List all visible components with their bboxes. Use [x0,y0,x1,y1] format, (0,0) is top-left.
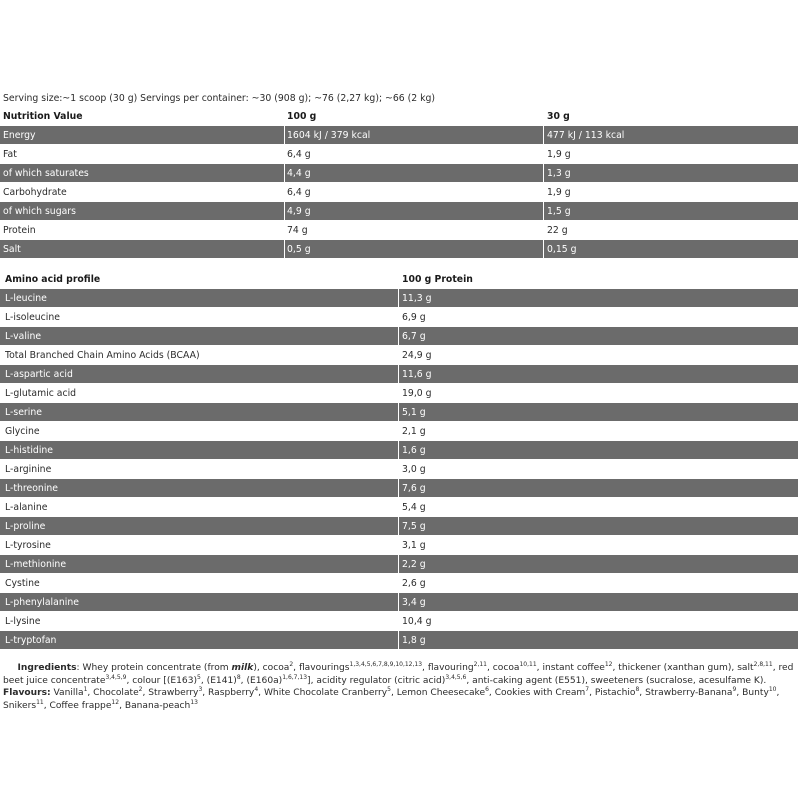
ingredients-part: , colour [(E163) [126,675,198,686]
footnote-ref: 4 [254,685,259,693]
amino-row [0,365,798,384]
amino-cell-name: L-valine [5,330,42,342]
footnote-ref: 2,11 [473,660,487,668]
column-divider [543,221,544,239]
amino-cell-value: 6,9 g [402,311,426,323]
footnote-ref: 2 [289,660,294,668]
ingredients-part: , cocoa [486,663,520,673]
column-divider [543,126,544,144]
amino-row [0,460,798,479]
footnote-ref: 11 [36,698,44,706]
footnote-ref: 9 [732,685,737,693]
amino-cell-name: L-leucine [5,292,47,304]
column-divider [398,460,399,478]
footnote-ref: 8 [635,685,640,693]
amino-cell-name: Cystine [5,577,40,589]
footnote-ref: 12 [604,660,613,668]
amino-cell-value: 24,9 g [402,349,432,361]
column-divider [543,202,544,220]
ingredients-part: ), cocoa [253,663,290,673]
column-divider [398,308,399,326]
footnote-ref: 3 [198,685,203,693]
flavour-item: , Cookies with Cream [488,688,586,698]
nutrition-cell-30g: 1,9 g [547,186,571,198]
amino-row [0,536,798,555]
amino-cell-value: 19,0 g [402,387,432,399]
footnote-ref: 5 [197,673,201,681]
column-divider [398,536,399,554]
column-divider [398,403,399,421]
amino-header-value: 100 g Protein [402,273,473,285]
column-divider [284,221,285,239]
nutrition-cell-name: Salt [3,243,21,255]
nutrition-cell-30g: 1,9 g [547,148,571,160]
amino-cell-value: 7,6 g [402,482,426,494]
amino-row [0,612,798,631]
footnote-ref: 8 [236,673,241,681]
footnote-ref: 5 [387,685,391,693]
column-divider [398,612,399,630]
footnote-ref: 6 [485,685,489,693]
column-divider [398,346,399,364]
ingredients-part: , flavouring [422,663,474,673]
column-divider [398,498,399,516]
ingredients-part: , (E160a) [240,675,283,686]
column-divider [284,164,285,182]
nutrition-row [0,126,798,145]
ingredients-part: , (E141) [200,675,237,686]
footnote-ref: 2,8,11 [753,660,773,668]
ingredients-part: ], acidity regulator (citric acid) [307,675,446,686]
nutrition-cell-name: of which saturates [3,167,89,179]
flavour-item: , Raspberry [202,688,255,698]
flavour-item: , Banana-peach [119,700,191,711]
column-divider [398,441,399,459]
footnote-ref: 7 [585,685,590,693]
footnote-ref: 1 [83,685,88,693]
flavour-item: , Strawberry [142,688,199,698]
serving-info: Serving size:~1 scoop (30 g) Servings per container: ~30 (908 g); ~76 (2,27 kg); ~66 (2 kg) [3,93,436,104]
amino-cell-name: L-arginine [5,463,52,475]
amino-cell-name: L-phenylalanine [5,596,79,608]
column-divider [398,289,399,307]
nutrition-row [0,221,798,240]
footnote-ref: 13 [190,698,198,706]
amino-cell-name: L-alanine [5,501,48,513]
footnote-ref: 10,11 [519,660,537,668]
footnote-ref: 10 [768,685,777,693]
nutrition-header-30g: 30 g [547,110,570,122]
footnote-ref: 12 [111,698,120,706]
amino-row [0,555,798,574]
flavour-item: , Coffee frappe [43,700,112,711]
flavours-label: Flavours: [3,688,51,698]
amino-cell-name: L-serine [5,406,42,418]
nutrition-header-row [0,107,798,126]
amino-cell-value: 3,0 g [402,463,426,475]
amino-cell-value: 2,2 g [402,558,426,570]
column-divider [284,240,285,258]
nutrition-cell-100g: 4,4 g [287,167,311,179]
column-divider [398,555,399,573]
nutrition-cell-100g: 0,5 g [287,243,311,255]
amino-acid-table [0,270,798,650]
amino-row [0,327,798,346]
flavour-item: , Strawberry-Banana [639,688,733,698]
nutrition-cell-30g: 0,15 g [547,243,577,255]
nutrition-cell-name: Carbohydrate [3,186,67,198]
amino-row [0,403,798,422]
amino-row [0,479,798,498]
footnote-ref: 3,4,5,6 [445,673,467,681]
flavour-item: , White Chocolate Cranberry [258,688,388,698]
amino-row [0,289,798,308]
amino-row [0,574,798,593]
nutrition-cell-30g: 22 g [547,224,568,236]
amino-cell-name: Glycine [5,425,40,437]
nutrition-cell-100g: 74 g [287,224,308,236]
flavour-item: , Snikers [3,688,780,711]
nutrition-cell-100g: 6,4 g [287,186,311,198]
ingredients-part: , red beet juice concentrate [3,663,794,686]
ingredients-part: , instant coffee [536,663,605,673]
nutrition-row [0,202,798,221]
amino-cell-value: 5,1 g [402,406,426,418]
nutrition-cell-100g: 1604 kJ / 379 kcal [287,129,371,141]
nutrition-cell-name: Fat [3,148,17,160]
amino-cell-name: L-proline [5,520,46,532]
amino-cell-value: 1,6 g [402,444,426,456]
amino-cell-value: 2,6 g [402,577,426,589]
ingredients-text [3,662,795,712]
amino-cell-name: Total Branched Chain Amino Acids (BCAA) [5,349,200,361]
nutrition-cell-100g: 6,4 g [287,148,311,160]
amino-cell-value: 3,4 g [402,596,426,608]
column-divider [543,240,544,258]
amino-row [0,422,798,441]
nutrition-cell-30g: 1,3 g [547,167,571,179]
amino-row [0,384,798,403]
column-divider [543,164,544,182]
flavour-item: , Bunty [736,688,769,698]
footnote-ref: 1,6,7,13 [282,673,308,681]
amino-cell-value: 3,1 g [402,539,426,551]
column-divider [398,574,399,592]
column-divider [398,517,399,535]
amino-cell-value: 11,3 g [402,292,432,304]
column-divider [398,365,399,383]
flavour-item: Vanilla [50,688,84,698]
column-divider [284,202,285,220]
column-divider [284,126,285,144]
nutrition-row [0,164,798,183]
amino-cell-value: 7,5 g [402,520,426,532]
footnote-ref: 2 [138,685,143,693]
amino-cell-name: L-histidine [5,444,54,456]
amino-cell-value: 5,4 g [402,501,426,513]
nutrition-cell-30g: 477 kJ / 113 kcal [547,129,625,141]
nutrition-table [0,107,798,259]
amino-row [0,308,798,327]
amino-cell-name: L-isoleucine [5,311,60,323]
flavour-item: , Chocolate [87,688,139,698]
amino-row [0,517,798,536]
ingredients-part: , anti-caking agent (E551), sweeteners (sucralose, acesulfame K). [466,675,767,686]
column-divider [398,479,399,497]
nutrition-header-100g: 100 g [287,110,317,122]
amino-cell-name: L-glutamic acid [5,387,77,399]
amino-cell-value: 2,1 g [402,425,426,437]
nutrition-cell-name: Energy [3,129,36,141]
allergen-milk: milk [231,663,254,673]
column-divider [398,384,399,402]
footnote-ref: 3,4,5,9 [105,673,127,681]
ingredients-part: : Whey protein concentrate (from [76,663,232,673]
nutrition-header-name: Nutrition Value [3,110,83,122]
amino-header-row [0,270,798,289]
amino-row [0,346,798,365]
amino-cell-value: 6,7 g [402,330,426,342]
nutrition-cell-30g: 1,5 g [547,205,571,217]
footnote-ref: 1,3,4,5,6,7,8,9,10,12,13 [349,660,423,668]
column-divider [284,145,285,163]
nutrition-row [0,145,798,164]
column-divider [543,145,544,163]
amino-cell-name: L-tyrosine [5,539,51,551]
flavour-item: , Pistachio [589,688,636,698]
ingredients-part: , flavourings [293,663,350,673]
amino-cell-value: 10,4 g [402,615,432,627]
nutrition-cell-name: of which sugars [3,205,76,217]
amino-cell-value: 11,6 g [402,368,432,380]
nutrition-cell-name: Protein [3,224,36,236]
column-divider [398,593,399,611]
column-divider [398,327,399,345]
nutrition-row [0,183,798,202]
amino-cell-name: L-threonine [5,482,59,494]
column-divider [398,422,399,440]
amino-header-name: Amino acid profile [5,273,101,285]
amino-cell-name: L-tryptofan [5,634,57,646]
amino-cell-name: L-aspartic acid [5,368,73,380]
amino-row [0,498,798,517]
ingredients-label: Ingredients [17,663,77,673]
flavour-item: , Lemon Cheesecake [390,688,486,698]
ingredients-part: , thickener (xanthan gum), salt [612,663,754,673]
amino-row [0,441,798,460]
amino-cell-name: L-methionine [5,558,67,570]
nutrition-row [0,240,798,259]
column-divider [398,631,399,649]
amino-cell-value: 1,8 g [402,634,426,646]
column-divider [543,183,544,201]
amino-row [0,631,798,650]
column-divider [284,183,285,201]
amino-cell-name: L-lysine [5,615,41,627]
nutrition-cell-100g: 4,9 g [287,205,311,217]
amino-row [0,593,798,612]
